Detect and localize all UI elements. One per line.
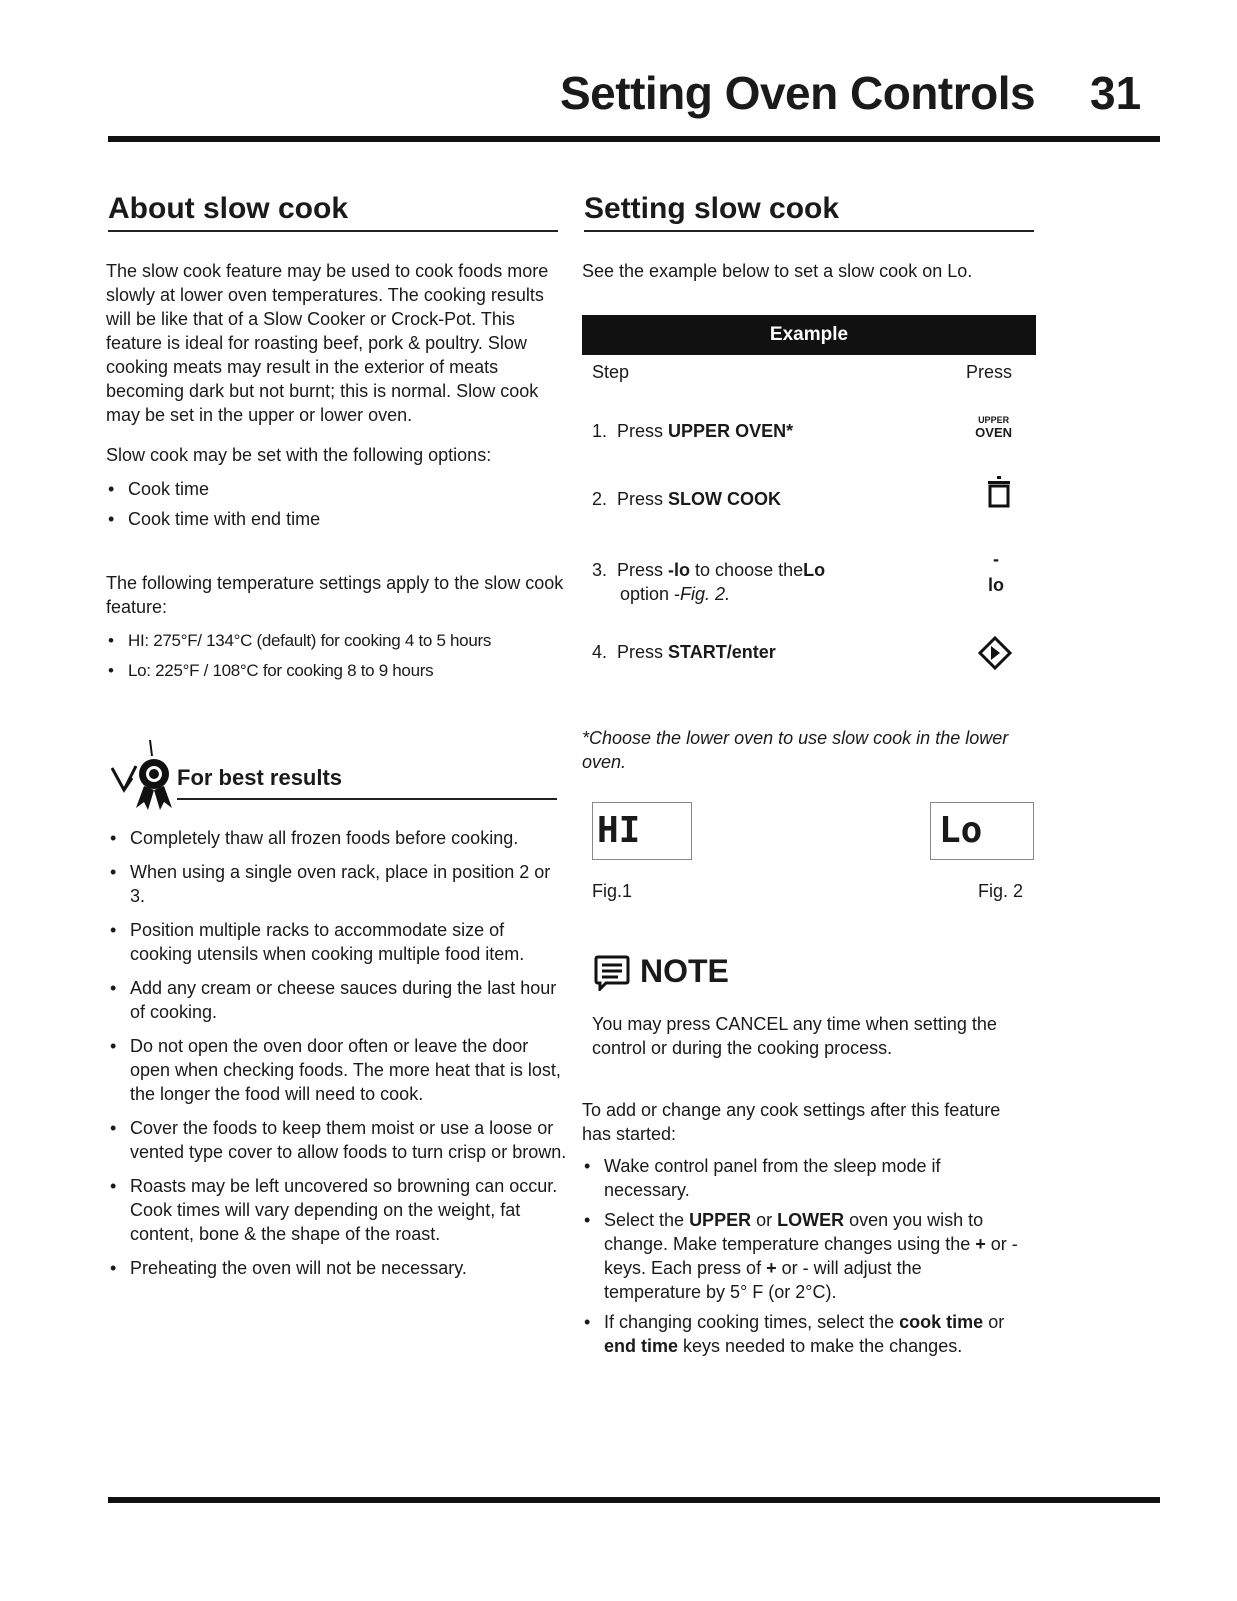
step-sub-text [620,582,730,606]
temps-list [106,629,566,683]
list-item: • Preheating the oven will not be necessary. [108,1256,570,1280]
options-list [106,477,566,531]
list-item: • Lo: 225°F / 108°C for cooking 8 to 9 hours [106,659,566,683]
footer-rule [108,1497,1160,1503]
list-item: • Select the UPPER or LOWER oven you wish to change. Make temperature changes using the + or - keys. Each press of + or - will adjust the temperature by 5° F (or 2°C). [582,1208,1022,1304]
minus-key-label: - [993,549,999,569]
start-enter-icon [978,636,1012,670]
upper-oven-key-icon [975,415,1012,440]
page-title: Setting Oven Controls [560,67,1036,119]
list-item: • If changing cooking times, select the cook time or end time keys needed to make the changes. [582,1310,1022,1358]
setting-heading: Setting slow cook [584,192,1034,232]
about-intro: The slow cook feature may be used to cook foods more slowly at lower oven temperatures. The cooking results will be like that of a Slow Cooker or Crock-Pot. This feature is ideal for roasting beef, pork & poultry. Slow cooking meats may result in the exterior of meats becoming dark but not burnt; this is normal. Slow cook may be set in the upper or lower oven. [106,261,549,425]
fig2-display [930,802,1034,860]
key-label-line1: UPPER [978,415,1010,425]
example-step-2 [592,487,1012,517]
step-text [592,419,793,443]
best-results-heading: For best results [177,765,343,790]
example-step-3 [592,549,1012,608]
step-sub-pre: option - [620,584,681,604]
change-section [582,1098,1022,1358]
options-intro: Slow cook may be set with the following options: [106,445,492,465]
award-ribbon-icon [106,738,176,810]
fig2-display-text: Lo [939,810,983,851]
step-key: START/enter [668,642,776,662]
step-fig-ref: Fig. 2. [680,584,731,604]
lo-key-icon [988,546,1004,598]
step-mid: to choose the [690,560,804,580]
fig1-display-text: HI [597,810,641,851]
step-key: SLOW COOK [668,489,782,509]
step-text [592,558,825,582]
list-item: • When using a single oven rack, place in position 2 or 3. [108,860,570,908]
lo-key-label: lo [988,575,1004,595]
press-column-header: Press [965,362,1012,382]
list-item: • Add any cream or cheese sauces during the last hour of cooking. [108,976,570,1024]
example-header: Example [582,315,1036,355]
page-number: 31 [1090,67,1142,119]
fig1-display [592,802,692,860]
example-columns [592,360,1012,384]
about-section [106,259,566,683]
note-title: NOTE [640,953,729,989]
list-item: • Cover the foods to keep them moist or use a loose or vented type cover to allow foods to turn crisp or brown. [108,1116,570,1164]
setting-intro: See the example below to set a slow cook on Lo. [582,261,973,281]
header-rule [108,136,1160,142]
key-label-line2: OVEN [975,425,1012,440]
fig2-label: Fig. 2 [978,881,1024,901]
note-icon [592,953,632,991]
list-item: • Completely thaw all frozen foods before cooking. [108,826,570,850]
list-item: • Roasts may be left uncovered so browning can occur. Cook times will vary depending on the weight, fat content, bone & the shape of the roast. [108,1174,570,1246]
step-pre: Press [617,642,669,662]
best-results-list [108,826,570,1280]
step-text [592,640,776,664]
list-item: • Cook time [106,477,566,501]
step-pre: Press [617,421,669,441]
change-intro: To add or change any cook settings after this feature has started: [582,1100,1001,1144]
step-column-header: Step [592,362,630,382]
list-item: • Do not open the oven door often or leave the door open when checking foods. The more heat that is lost, the longer the food will need to cook. [108,1034,570,1106]
slow-cook-pot-icon [986,475,1012,509]
step-number: 3. [592,560,608,580]
footnote: *Choose the lower oven to use slow cook in the lower oven. [582,728,1009,772]
step-number: 2. [592,489,608,509]
example-step-1 [592,415,1012,449]
about-heading: About slow cook [108,192,558,232]
list-item: • Position multiple racks to accommodate size of cooking utensils when cooking multiple food item. [108,918,570,966]
step-key: -lo [668,560,691,580]
list-item: • Wake control panel from the sleep mode if necessary. [582,1154,1022,1202]
best-results-rule [177,798,557,800]
fig1-label: Fig.1 [592,881,633,901]
temps-intro: The following temperature settings apply to the slow cook feature: [106,573,564,617]
step-number: 1. [592,421,608,441]
step-pre: Press [617,560,669,580]
step-pre: Press [617,489,669,509]
note-text: You may press CANCEL any time when setting the control or during the cooking process. [592,1014,997,1058]
step-option: Lo [803,560,826,580]
list-item: • Cook time with end time [106,507,566,531]
step-key: UPPER OVEN* [668,421,794,441]
list-item: • HI: 275°F/ 134°C (default) for cooking 4 to 5 hours [106,629,566,653]
step-number: 4. [592,642,608,662]
step-text [592,487,781,511]
example-step-4 [592,640,1012,670]
change-list [582,1154,1022,1358]
